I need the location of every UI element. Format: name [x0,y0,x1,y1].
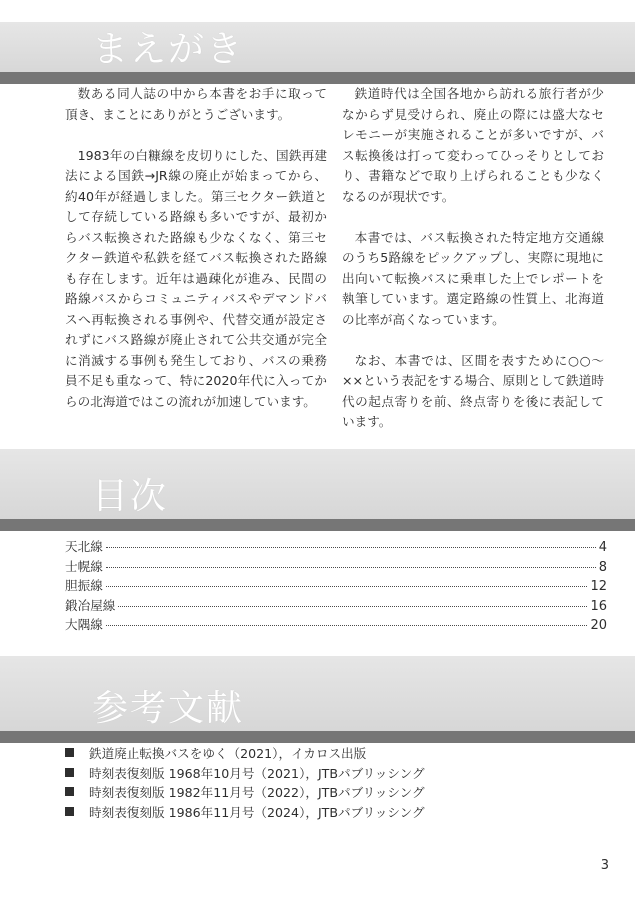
square-bullet-icon [65,807,74,816]
reference-item [65,782,585,802]
reference-item [65,763,585,783]
toc-entry-page: 16 [590,598,607,614]
references-list [65,743,585,821]
toc-leader-dots [106,624,588,626]
preface-paragraph: なお、本書では、区間を表すために○○～××という表記をする場合、原則として鉄道時代の起点寄りを前、終点寄りを後に表記しています。 [342,352,604,429]
reference-text: 時刻表復刻版 1986年11月号（2024），JTBパブリッシング [89,804,425,820]
reference-item [65,802,585,822]
preface-header [0,22,635,84]
toc-title: 目次 [92,476,169,517]
preface-left-column [65,84,327,412]
toc-entry-page: 20 [590,618,607,633]
reference-text: 鉄道廃止転換バスをゆく（2021），イカロス出版 [89,746,367,762]
toc-header [0,449,635,531]
toc-entry[interactable] [65,595,607,615]
header-rule [0,519,635,531]
preface-paragraph: 数ある同人誌の中から本書をお手に取って頂き、まことにありがとうございます。 [65,86,327,122]
toc-entry-title: 鍛冶屋線 [65,597,116,613]
toc-entry[interactable] [65,614,607,634]
toc-leader-dots [106,546,596,548]
toc-entry-page: 4 [598,540,607,555]
toc-leader-dots [118,605,587,607]
page-number: 3 [600,858,609,873]
reference-text: 時刻表復刻版 1982年11月号（2022），JTBパブリッシング [89,785,425,801]
toc-entry-page: 8 [598,559,607,575]
preface-paragraph: 鉄道時代は全国各地から訪れる旅行者が少なからず見受けられ、廃止の際には盛大なセレモニーが実施されることが多いですが、バス転換後は打って変わってひっそりとしており、書籍などで取り上げられることも少なくなるのが現状です。 [342,86,604,204]
toc-entry-title: 天北線 [65,539,103,554]
references-header [0,656,635,743]
toc-entry-title: 士幌線 [65,558,103,574]
header-rule [0,72,635,84]
toc-list [65,536,607,634]
toc-entry-page: 12 [590,579,607,594]
toc-leader-dots [106,566,596,568]
preface-title: まえがき [92,29,245,70]
square-bullet-icon [65,787,74,796]
preface-right-column [342,84,604,433]
reference-text: 時刻表復刻版 1968年10月号（2021），JTBパブリッシング [89,765,425,781]
toc-entry[interactable] [65,556,607,576]
preface-paragraph: 本書では、バス転換された特定地方交通線のうち5路線をピックアップし、実際に現地に出向いて転換バスに乗車した上でレポートを執筆しています。選定路線の性質上、北海道の比率が高くなっています。 [342,229,604,327]
square-bullet-icon [65,768,74,777]
header-rule [0,731,635,743]
toc-entry[interactable] [65,536,607,556]
toc-entry-title: 胆振線 [65,578,103,593]
references-title: 参考文献 [92,688,245,729]
reference-item [65,743,585,763]
toc-entry[interactable] [65,575,607,595]
toc-entry-title: 大隅線 [65,617,103,632]
square-bullet-icon [65,748,74,757]
preface-paragraph: 1983年の白糠線を皮切りにした、国鉄再建法による国鉄→JR線の廃止が始まってから、約40年が経過しました。第三セクター鉄道として存続している路線も多いですが、最初からバス転換された路線も少なくなく、第三セクター鉄道や私鉄を経てバス転換された路線も存在します。近年は過疎化が進み、民間の路線バスからコミュニティバスやデマンドバスへ再転換される事例や、代替交通が設定されずにバス路線が廃止されて公共交通が完全に消滅する事例も発生しており、バスの乗務員不足も重なって、特に2020年代に入ってからの北海道ではこの流れが加速しています。 [65,147,327,409]
toc-leader-dots [106,585,588,587]
